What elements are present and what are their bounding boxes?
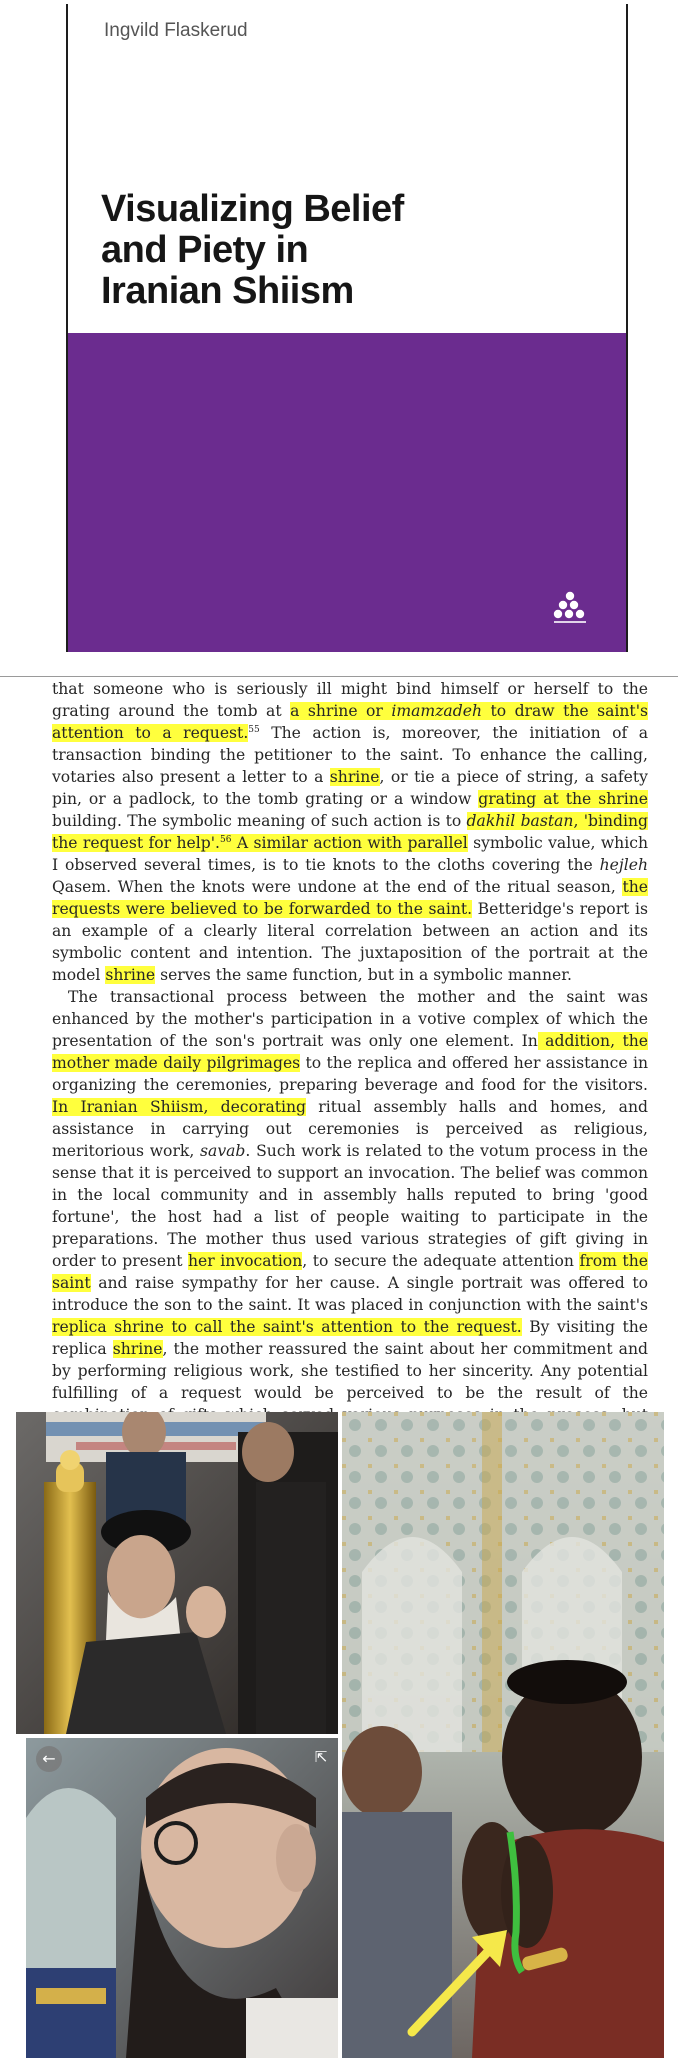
highlight: replica shrine to call the saint's attention to the request. — [52, 1318, 522, 1336]
expand-icon[interactable]: ⇱ — [314, 1748, 328, 1766]
highlight: shrine — [105, 966, 156, 984]
cover-title-line-1: Visualizing Belief — [101, 188, 404, 230]
paragraph-1: that someone who is seriously ill might bind himself or herself to the grating around the tomb at a shrine or imamzadeh to draw the saint's attention to a request.$^{55}$ The action is, moreover, the initiation of a transaction binding the petitioner to the saint. To enhance the calling, votaries also present a letter to a shrine, or tie a piece of string, a safety pin, or a padlock, to the tomb grating or a window grating at the shrine building. The symbolic meaning of such action is to dakhil bastan, 'binding the request for help'.$^{56}$ A similar action with parallel symbolic value, which I observed several times, is to tie knots to the cloths covering the hejleh Qasem. When the knots were undone at the end of the ritual season, the requests were believed to be forwarded to the saint. Betteridge's report is an example of a clearly literal correlation between an action and its symbolic content and intention. The juxtaposition of the portrait at the model shrine serves the same function, but in a symbolic manner. — [52, 680, 649, 984]
book-page-text — [52, 678, 648, 1448]
paragraph-2: The transactional process between the mother and the saint was enhanced by the mother's participation in a votive complex of which the presentation of the son's portrait was only one element. In addition, the mother made daily pilgrimages to the replica and offered her assistance in organizing the ceremonies, preparing beverage and food for the visitors. In Iranian Shiism, decorating ritual assembly halls and homes, and assistance in carrying out ceremonies is perceived as religious, meritorious work, savab. Such work is related to the votum process in the sense that it is perceived to support an invocation. The belief was common in the local community and in assembly halls reputed to bring 'good fortune', the host had a list of people waiting to participate in the preparations. The mother thus used various strategies of gift giving in order to present her invocation, to secure the adequate attention from the saint and raise sympathy for her cause. A single portrait was offered to introduce the son to the saint. It was placed in conjunction with the saint's replica shrine to call the saint's attention to the request. By visiting the replica shrine, the mother reassured the saint about her commitment and by performing religious work, she testified to her sincerity. Any potential fulfilling of a request would be perceived to be the result of the — [52, 988, 649, 1402]
bloomsbury-icon — [550, 590, 590, 626]
highlight: her invocation — [188, 1252, 303, 1270]
highlight: In Iranian Shiism, decorating — [52, 1098, 307, 1116]
highlight: shrine — [112, 1340, 163, 1358]
book-cover — [66, 4, 628, 652]
footnote-ref: 55 — [248, 724, 260, 735]
cover-purple-band — [68, 333, 626, 652]
highlight: shrine — [329, 768, 380, 786]
highlight: dakhil bastan, 'binding the request for help'.$^{56}$ A similar action with parallel — [52, 812, 649, 852]
highlight: a shrine or imamzadeh to draw the saint's attention to a request. — [52, 702, 648, 742]
cover-author: Ingvild Flaskerud — [104, 20, 248, 41]
section-divider — [0, 676, 678, 677]
highlight: from the saint — [52, 1252, 648, 1292]
cover-title-line-2: and Piety in — [101, 229, 309, 271]
highlight: grating at the shrine — [478, 790, 648, 808]
cleric-praying-at-shrine-photo — [16, 1412, 338, 1734]
bearded-man-praying-in-shrine-photo — [26, 1738, 338, 2058]
back-icon[interactable]: ← — [36, 1746, 62, 1772]
cover-title-line-3: Iranian Shiism — [101, 270, 354, 312]
highlight: addition, the mother made daily pilgrimages — [52, 1032, 648, 1072]
highlight: the requests were believed to be forwarded to the saint. — [52, 878, 648, 918]
young-man-praying-with-green-string-photo — [342, 1412, 664, 2058]
cover-title — [101, 189, 581, 312]
